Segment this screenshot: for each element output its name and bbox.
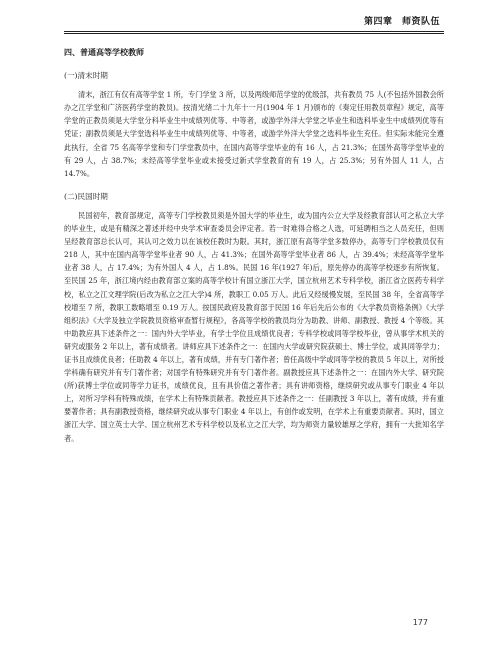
running-head: 第四章 师资队伍 [363, 17, 440, 27]
section-title: 四、普通高等学校教师 [64, 48, 144, 57]
header-rule-secondary [64, 33, 444, 34]
paragraph-qing: 清末，浙江有仅有高等学堂 1 所，专门学堂 3 所，以及两级师范学堂的优级部，共有教员 75 人(不包括外国教会所办之江学堂和广济医药学堂的教员)。按清光绪二十九年十一月(1904 年 1 月)颁布的《奏定任用教员章程》规定，高等学堂的正教员须是大学堂分科毕业生中成绩列优等、中等者，或游学外洋大学堂之毕业生和选科毕业生中成绩列优等有凭证；副教员须是大学堂选科毕业生中成绩列优等、中等者，或游学外洋大学堂之选科毕业生充任。但实际未能完全遵此执行，全省 75 名高等学堂和专门学堂教员中，在国内高等学堂毕业的有 16 人，占 21.3%；在国外高等学堂毕业的有 29 人，占 38.7%；未经高等学堂毕业或未接受过新式学堂教育的有 19 人，占 25.3%；另有外国人 11 人，占 14.7%。 [64, 90, 444, 178]
subsection-heading-qing: (一)清末时期 [64, 71, 108, 81]
page-number: 177 [412, 618, 428, 627]
paragraph-republic: 民国初年，教育部规定，高等专门学校教员须是外国大学的毕业生，或为国内公立大学及经教育部认可之私立大学的毕业生，或是有精深之著述并经中央学术审查委员会评定者。若一时难得合格之人选，可延聘相当之人员充任，但则呈经教育部总长认可，其认可之效力以在该校任教时为限。其时，浙江原有高等学堂多数停办，高等专门学校教员仅有 218 人，其中在国内高等学堂毕业者 90 人，占 41.3%；在国外高等学堂毕业者 86 人，占 39.4%；未经高等学堂毕业者 38 人，占 17.4%；为有外国人 4 人，占 1.8%。民国 16 年(1927 年)后，原先停办的高等学校逐步有所恢复。至民国 25 年，浙江境内经由教育部立案的高等学校计有国立浙江大学，国立杭州艺术专科学校，浙江省立医药专科学校，私立之江文理学院(后改为私立之江大学)4 所，教职工 0.05 万人。此后又经缓慢发展，至民国 38 年，全省高等学校增至 7 所，教职工数略增至 0.19 万人。按国民政府及教育部于民国 16 年后先后公布的《大学教员资格条例》《大学组织法》《大学及独立学院教员资格审查暂行规程》，各高等学校的教员均分为助教、讲师、副教授、教授 4 个等级。其中助教应具下述条件之一：国内外大学毕业，有学士学位且成绩优良者；专科学校或同等学校毕业，曾从事学术机关的研究或服务 2 年以上，著有成绩者。讲师应具下述条件之一：在国内大学或研究院获硕士、博士学位，或具同等学力；证书且成绩优良者；任助教 4 年以上，著有成绩，并有专门著作者；曾任高级中学或同等学校的教员 5 年以上，对所授学科确有研究并有专门著作者；对国学有特殊研究并有专门著作者。副教授应具下述条件之一：在国内外大学、研究院(所)获博士学位或同等学力证书，成绩优良，且有具价值之著作者；具有讲师资格，继续研究或从事专门职业 4 年以上，对所习学科有特殊成绩，在学术上有特殊贡献者。教授应具下述条件之一：任副教授 3 年以上，著有成绩，并有重要著作者；具有副教授资格，继续研究或从事专门职业 4 年以上，有创作或发明，在学术上有重要贡献者。其时，国立浙江大学、国立英士大学、国立杭州艺术专科学校以及私立之江大学，均为师资力量较雄厚之学府，拥有一大批知名学者。 [64, 210, 444, 443]
subsection-heading-republic: (二)民国时期 [64, 191, 108, 201]
header-rule [64, 31, 444, 32]
body-content [64, 46, 444, 449]
